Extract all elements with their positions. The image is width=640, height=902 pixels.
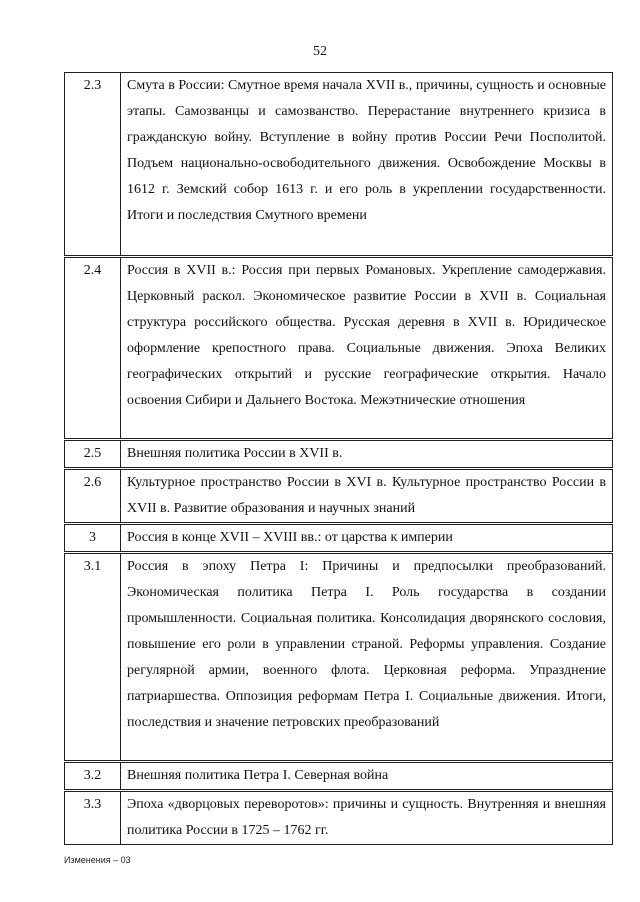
row-number: 3.1 — [65, 553, 121, 762]
table-row — [65, 440, 613, 469]
row-number: 2.6 — [65, 469, 121, 524]
row-number: 2.5 — [65, 440, 121, 469]
row-number: 3 — [65, 524, 121, 553]
row-number: 2.3 — [65, 73, 121, 257]
table-row — [65, 469, 613, 524]
row-topic: Внешняя политика России в XVII в. — [121, 440, 613, 469]
syllabus-table — [64, 72, 613, 845]
table-row — [65, 791, 613, 845]
table-row — [65, 762, 613, 791]
row-topic: Россия в XVII в.: Россия при первых Романовых. Укрепление самодержавия. Церковный раскол. Экономическое развитие России в XVII в. Социальная структура российского общества. Русская деревня в XVII в. Юридическое оформление крепостного права. Социальные движения. Эпоха Великих географических открытий и русские географические открытия. Начало освоения Сибири и Дальнего Востока. Межэтнические отношения — [121, 257, 613, 440]
page-number: 52 — [313, 44, 327, 59]
row-topic: Внешняя политика Петра I. Северная война — [121, 762, 613, 791]
footer-revision-note: Изменения – 03 — [64, 855, 131, 865]
row-topic: Россия в эпоху Петра I: Причины и предпосылки преобразований. Экономическая политика Петра I. Роль государства в создании промышленности. Социальная политика. Консолидация дворянского сословия, повышение его роли в управлении страной. Реформы управления. Создание регулярной армии, военного флота. Церковная реформа. Упразднение патриаршества. Оппозиция реформам Петра I. Социальные движения. Итоги, последствия и значение петровских преобразований — [121, 553, 613, 762]
table-row — [65, 257, 613, 440]
row-number: 3.2 — [65, 762, 121, 791]
row-topic: Культурное пространство России в XVI в. Культурное пространство России в XVII в. Развитие образования и научных знаний — [121, 469, 613, 524]
table-row — [65, 553, 613, 762]
row-topic: Эпоха «дворцовых переворотов»: причины и сущность. Внутренняя и внешняя политика России в 1725 – 1762 гг. — [121, 791, 613, 845]
table-row — [65, 73, 613, 257]
row-number: 3.3 — [65, 791, 121, 845]
row-number: 2.4 — [65, 257, 121, 440]
row-topic: Россия в конце XVII – XVIII вв.: от царства к империи — [121, 524, 613, 553]
table-row — [65, 524, 613, 553]
row-topic: Смута в России: Смутное время начала XVII в., причины, сущность и основные этапы. Самозванцы и самозванство. Перерастание внутреннего кризиса в гражданскую войну. Вступление в войну против России Речи Посполитой. Подъем национально-освободительного движения. Освобождение Москвы в 1612 г. Земский собор 1613 г. и его роль в укреплении государственности. Итоги и последствия Смутного времени — [121, 73, 613, 257]
